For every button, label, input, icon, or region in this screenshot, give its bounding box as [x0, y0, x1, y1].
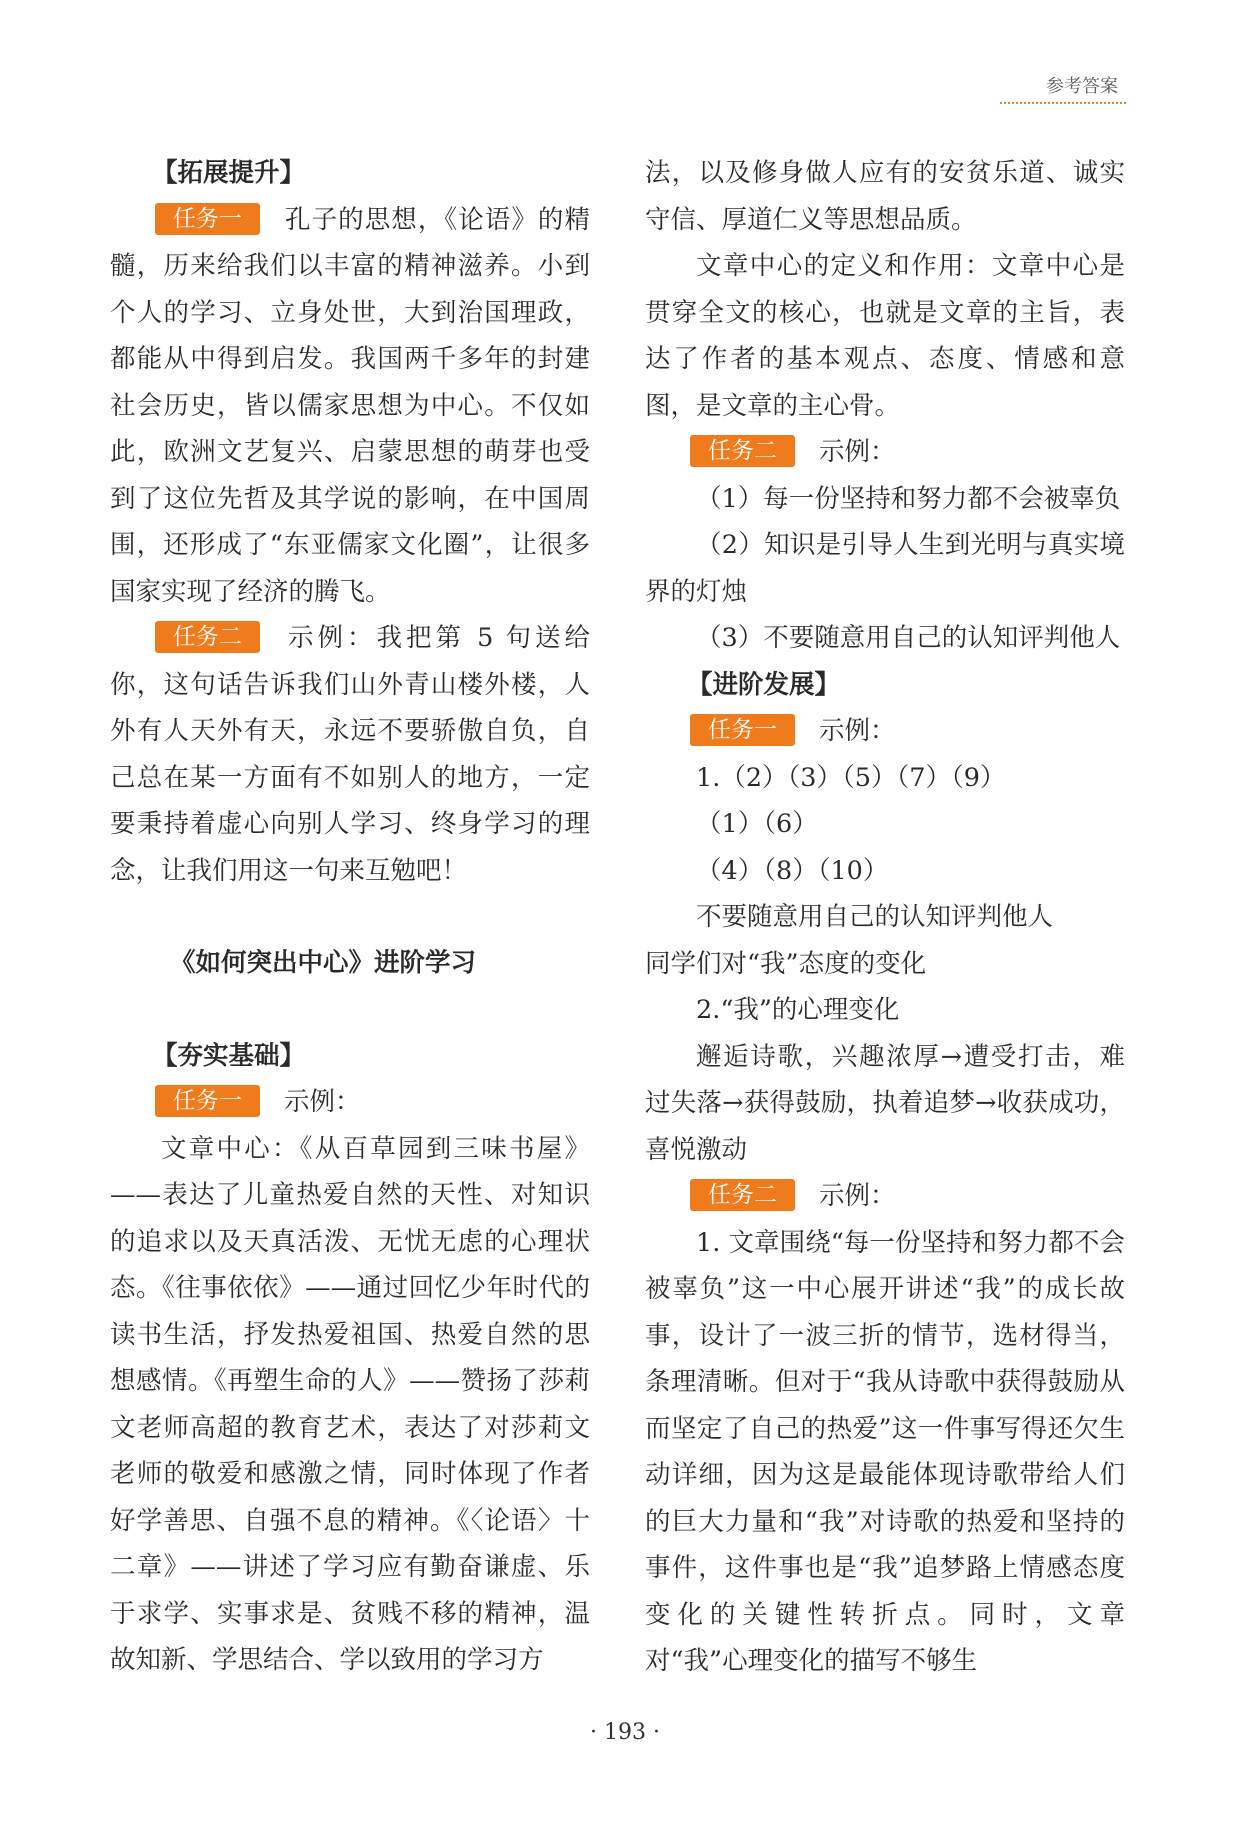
list-item: （3）不要随意用自己的认知评判他人 — [696, 623, 1121, 653]
tuozhan-heading: 【拓展提升】 — [152, 158, 306, 188]
header-label: 参考答案 — [1046, 76, 1118, 97]
tuozhan-task2-text: 示例：我把第 5 句送给你，这句话告诉我们山外青山楼外楼，人外有人天外有天，永远不要骄傲自负，自己总在某一方面有不如别人的地方，一定要秉持着虚心向别人学习、终身学习的理念，让我们用这一句来互勉吧！ — [110, 623, 590, 886]
task2-badge: 任务二 — [690, 1179, 795, 1211]
answer-line: 1.（2）（3）（5）（7）（9） — [696, 762, 1006, 793]
hangshi-task2 — [645, 429, 1125, 476]
example-label: 示例： — [284, 1087, 361, 1117]
answer-line: 不要随意用自己的认知评判他人 — [696, 902, 1054, 932]
tuozhan-task1-text: 孔子的思想，《论语》的精髓，历来给我们以丰富的精神滋养。小到个人的学习、立身处世，大到治国理政，都能从中得到启发。我国两千多年的封建社会历史，皆以儒家思想为中心。不仅如此，欧洲文艺复兴、启蒙思想的萌芽也受到了这位先哲及其学说的影响，在中国周围，还形成了“东亚儒家文化圈”，让很多国家实现了经济的腾飞。 — [110, 204, 590, 607]
answer-line: （1）（6） — [696, 809, 818, 839]
task2-badge: 任务二 — [690, 435, 795, 467]
spacer — [110, 987, 590, 1033]
tuozhan-task1 — [110, 197, 590, 616]
spacer — [110, 894, 590, 940]
answer-line: 2.“我”的心理变化 — [696, 995, 900, 1025]
hangshi-heading: 【夯实基础】 — [152, 1040, 306, 1071]
hangshi-task1-text: 文章中心：《从百草园到三味书屋》——表达了儿童热爱自然的天性、对知识的追求以及天真活泼、无忧无虑的心理状态。《往事依依》——通过回忆少年时代的读书生活，抒发热爱祖国、热爱自然的思想感情。《再塑生命的人》——赞扬了莎莉文老师高超的教育艺术，表达了对莎莉文老师的敬爱和感激之情，同时体现了作者好学善思、自强不息的精神。《〈论语〉十二章》——讲述了学习应有勤奋谦虚、乐于求学、实事求是、贫贱不移的精神，温故知新、学思结合、学以致用的学习方 — [110, 1133, 590, 1675]
jinjie-task2-text: 1. 文章围绕“每一份坚持和努力都不会被辜负”这一中心展开讲述“我”的成长故事，设计了一波三折的情节，选材得当，条理清晰。但对于“我从诗歌中获得鼓励从而坚定了自己的热爱”这一件事写得还欠生动详细，因为这是最能体现诗歌带给人们的巨大力量和“我”对诗歌的热爱和坚持的事件，这件事也是“我”追梦路上情感态度变化的关键性转折点。同时，文章对“我”心理变化的描写不够生 — [645, 1227, 1125, 1676]
task1-badge: 任务一 — [155, 203, 260, 235]
answer-line: （4）（8）（10） — [696, 855, 889, 886]
right-column — [645, 150, 1125, 1685]
psychology-change-text: 邂逅诗歌，兴趣浓厚→遭受打击，难过失落→获得鼓励，执着追梦→收获成功，喜悦激动 — [645, 1041, 1125, 1165]
task2-badge: 任务二 — [155, 621, 260, 653]
section-title: 《如何突出中心》进阶学习 — [170, 948, 477, 978]
task1-badge: 任务一 — [690, 714, 795, 746]
definition-paragraph: 文章中心的定义和作用：文章中心是贯穿全文的核心，也就是文章的主旨，表达了作者的基本观点、态度、情感和意图，是文章的主心骨。 — [645, 251, 1125, 421]
task1-badge: 任务一 — [155, 1085, 260, 1117]
continued-paragraph: 法，以及修身做人应有的安贫乐道、诚实守信、厚道仁义等思想品质。 — [645, 158, 1125, 235]
list-item: （2）知识是引导人生到光明与真实境界的灯烛 — [645, 530, 1125, 607]
answer-line: 同学们对“我”态度的变化 — [645, 948, 927, 979]
hangshi-task1 — [110, 1079, 590, 1126]
example-label: 示例： — [819, 1181, 896, 1211]
page-number: · 193 · — [590, 1720, 660, 1745]
example-label: 示例： — [819, 716, 896, 746]
left-column — [110, 150, 590, 1684]
tuozhan-task2 — [110, 615, 590, 894]
jinjie-heading: 【进阶发展】 — [687, 669, 841, 700]
jinjie-task2 — [645, 1173, 1125, 1220]
example-label: 示例： — [819, 437, 896, 467]
jinjie-task1 — [645, 708, 1125, 755]
list-item: （1）每一份坚持和努力都不会被辜负 — [696, 483, 1121, 514]
header-dotted-rule — [1000, 102, 1126, 104]
